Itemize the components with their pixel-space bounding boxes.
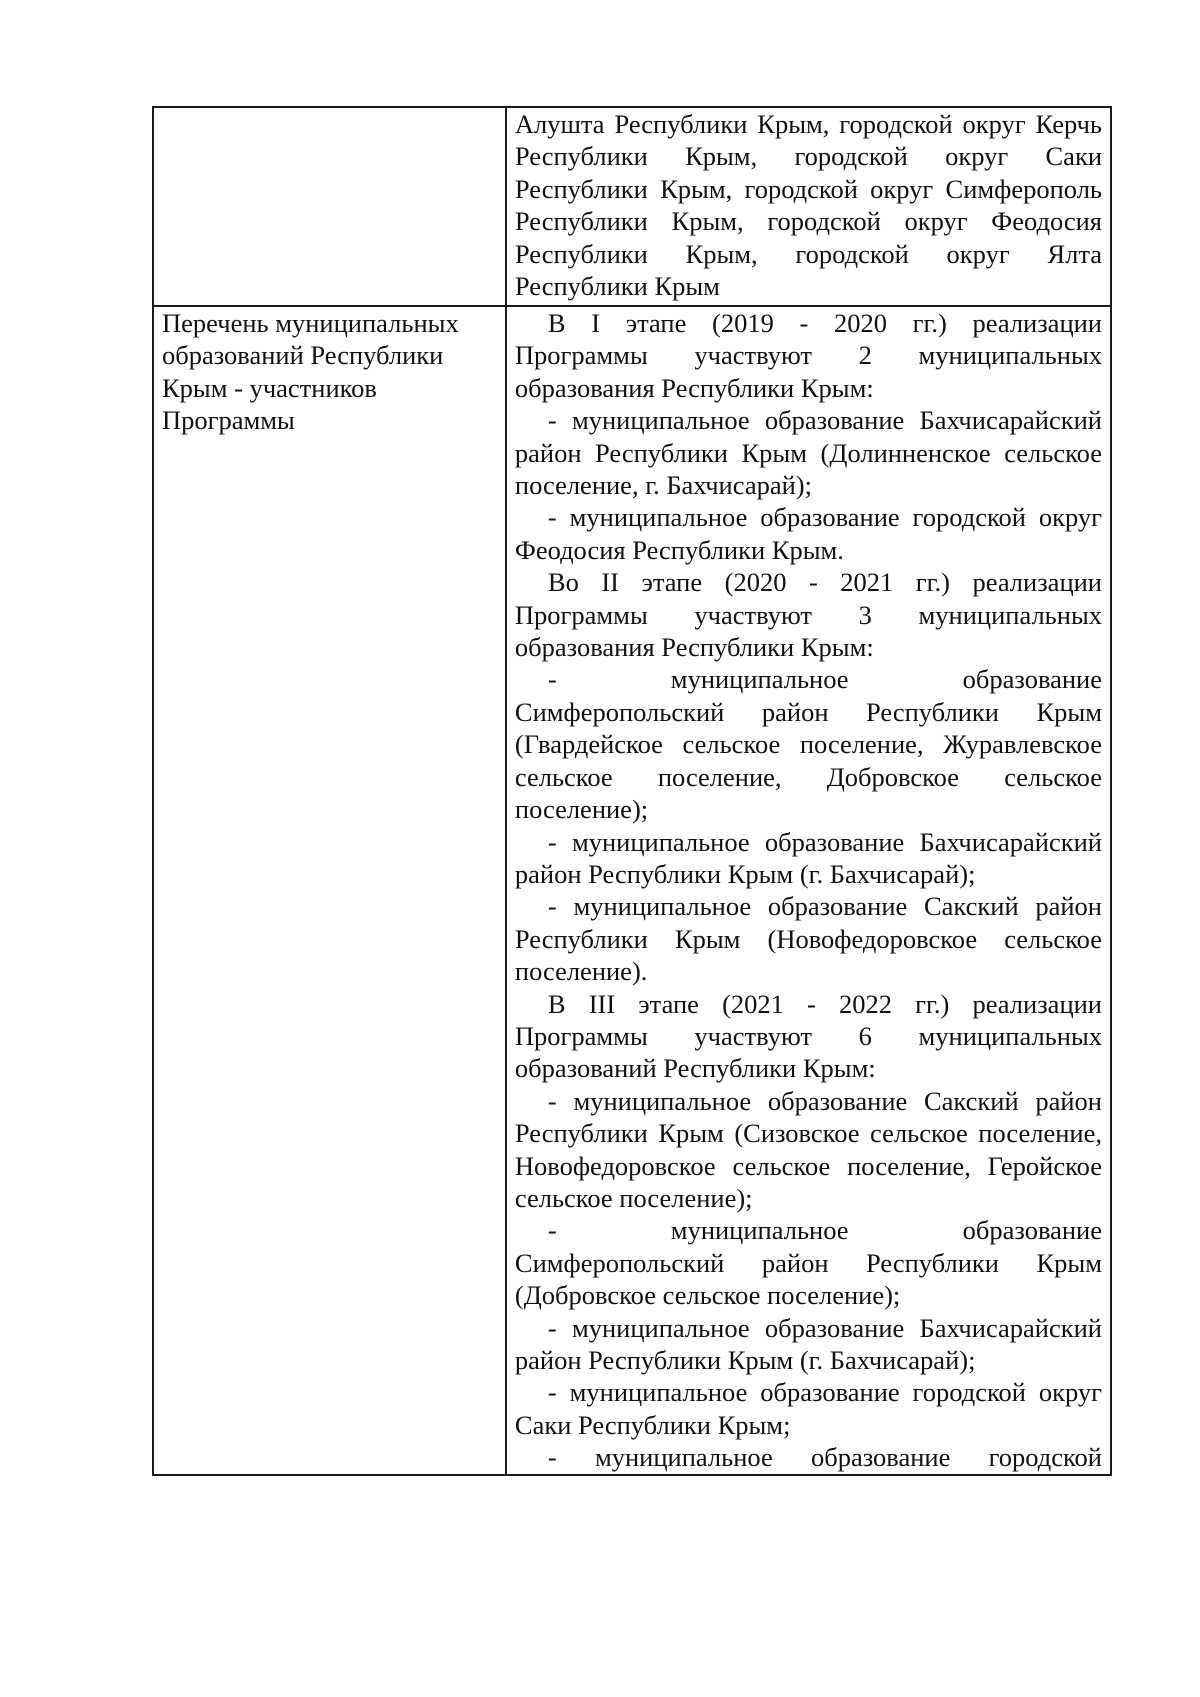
- list-item: - муниципальное образование городской округ Саки Республики Крым;: [514, 1377, 1102, 1440]
- list-item-continued: - муниципальное образование городской: [547, 1442, 1102, 1473]
- list-item: - муниципальное образование Симферопольский район Республики Крым (Добровское сельское поселение);: [514, 1215, 1102, 1311]
- table-cell-municipalities-stages: [506, 306, 1111, 1475]
- list-item: - муниципальное образование Бахчисарайский район Республики Крым (г. Бахчисарай);: [514, 1312, 1102, 1375]
- row-label-municipalities-list: [153, 306, 506, 1475]
- table-row: [153, 306, 1111, 1475]
- paragraph: Алушта Республики Крым, городской округ Керчь Республики Крым, городской округ Саки Республики Крым, городской округ Симферополь Республики Крым, городской округ Феодосия Республики Крым, городской округ Ялта Республики Крым: [514, 109, 1102, 302]
- list-item: - муниципальное образование Сакский район Республики Крым (Сизовское сельское поселение, Новофедоровское сельское поселение, Геройское сельское поселение);: [514, 1085, 1102, 1213]
- list-item: - муниципальное образование Симферопольский район Республики Крым (Гвардейское сельское поселение, Журавлевское сельское поселение, Добровское сельское поселение);: [514, 664, 1102, 825]
- table-cell-participants-continuation: [506, 107, 1111, 306]
- list-item: - муниципальное образование Сакский район Республики Крым (Новофедоровское сельское поселение).: [514, 891, 1102, 987]
- list-item: - муниципальное образование Бахчисарайский район Республики Крым (г. Бахчисарай);: [514, 826, 1102, 889]
- table-cell-empty: [153, 107, 506, 306]
- paragraph-stage-1: В I этапе (2019 - 2020 гг.) реализации Программы участвуют 2 муниципальных образования Республики Крым:: [514, 308, 1102, 403]
- list-item: - муниципальное образование Бахчисарайский район Республики Крым (Долинненское сельское поселение, г. Бахчисарай);: [514, 405, 1102, 501]
- table-row: [153, 107, 1111, 306]
- list-item: - муниципальное образование городской округ Феодосия Республики Крым.: [514, 502, 1102, 565]
- paragraph-stage-2: Во II этапе (2020 - 2021 гг.) реализации Программы участвуют 3 муниципальных образования Республики Крым:: [514, 567, 1102, 663]
- row-label-text: Перечень муниципальных образований Республики Крым - участников Программы: [162, 308, 459, 436]
- paragraph-stage-3: В III этапе (2021 - 2022 гг.) реализации Программы участвуют 6 муниципальных образований Республики Крым:: [514, 988, 1102, 1084]
- program-passport-table: [152, 106, 1112, 1476]
